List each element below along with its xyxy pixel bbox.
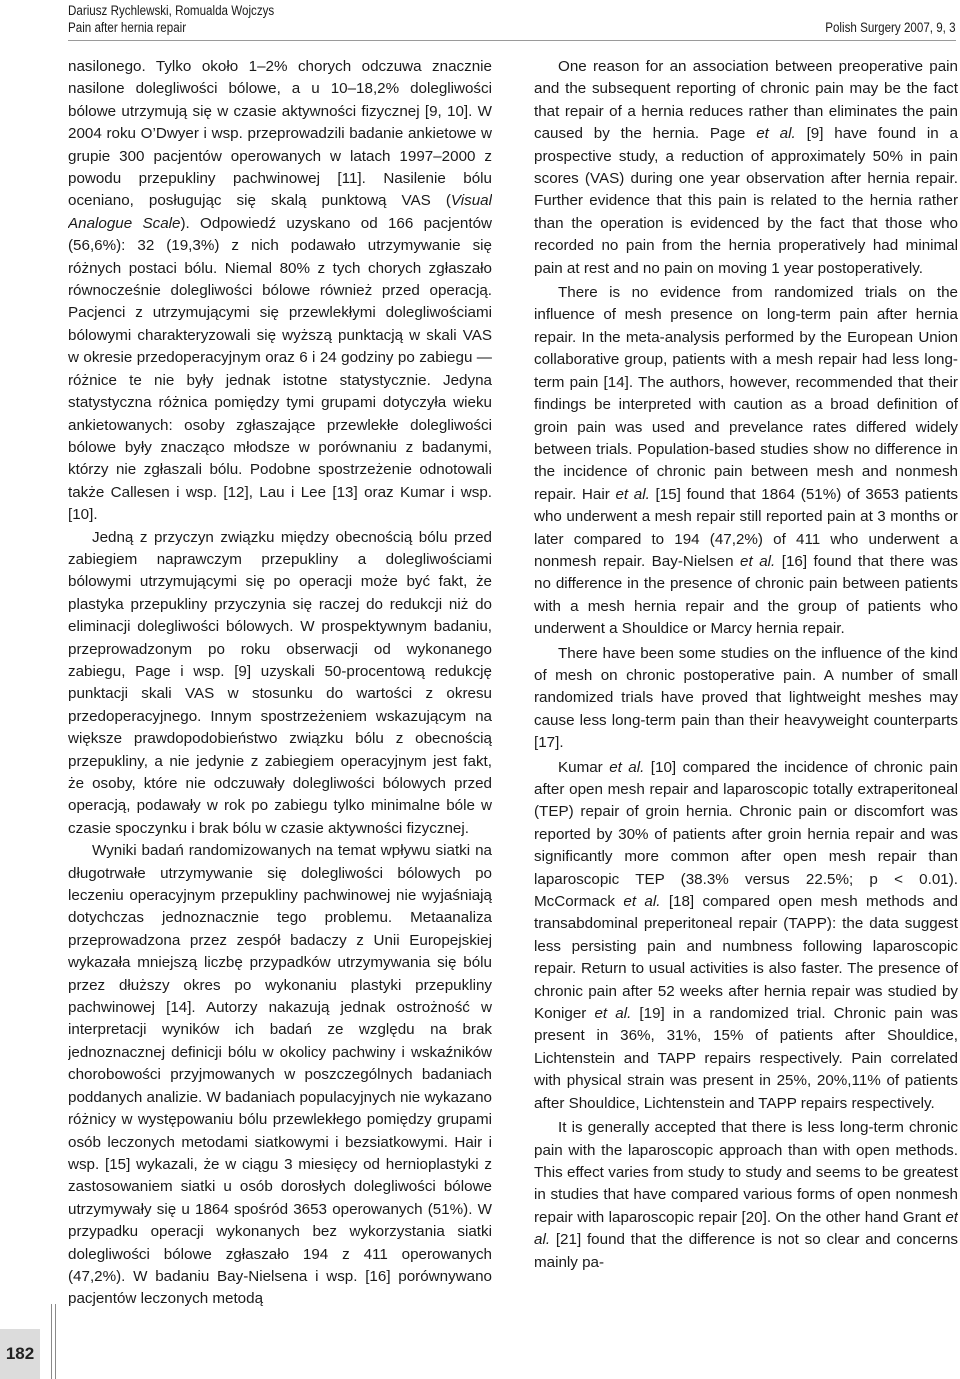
text-run: [9] have found in a prospective study, a reduction of approximately 50% in pain scores (VAS) during one year observation after hernia repair. Further evidence that this pain is related to the hernia rather than the operation is evidenced by the fact that those who recorded no pain from the hernia properatively had minimal pain at rest and no pain on moving 1 year postoperatively.: [534, 125, 958, 277]
right-column-english: [534, 56, 958, 1379]
italic-run: et al.: [609, 758, 645, 776]
text-run: nasilonego. Tylko około 1–2% chorych odczuwa znacznie nasilone dolegliwości bólowe, a u 10–18,2% dolegliwości bólowe utrzymują się w czasie aktywności fizycznej [9, 10]. W 2004 roku O’Dwyer i wsp. przeprowadzili badanie ankietowe w grupie 300 pacjentów operowanych w latach 1997–2000 z powodu przepukliny pachwinowej [11]. Nasilenie bólu oceniano, posługując się skalą punktową VAS (: [68, 58, 492, 210]
left-paragraph-2: Jedną z przyczyn związku między obecnością bólu przed zabiegiem naprawczym przepukliny a dolegliwościami bólowymi utrzymującymi się po operacji może być fakt, że plastyka przepukliny przyczynia się raczej do redukcji niż do eliminacji dolegliwości bólowych. W prospektywnym badaniu, przeprowadzonym po roku obserwacji od wykonanego zabiegu, Page i wsp. [9] uzyskali 50-procentową redukcję punktacji skali VAS w stosunku do wartości z okresu przedoperacyjnego. Innym spostrzeżeniem wskazującym na większe prawdopodobieństwo związku bólu z obecnością przepukliny, a nie jedynie z zabiegiem operacyjnym jest fakt, że osoby, które nie odczuwały dolegliwości bólowych przed operacją, podawały w rok po zabiegu tylko minimalne bóle w czasie spoczynku i brak bólu w czasie aktywności fizycznej.: [68, 528, 492, 837]
margin-rule: [51, 1304, 52, 1379]
margin-rule: [55, 1304, 56, 1379]
text-run: ). Odpowiedź uzyskano od 166 pacjentów (56,6%): 32 (19,3%) z nich podawało utrzymywanie się różnych postaci bólu. Niemal 80% z tych chorych zgłaszało równocześnie dolegliwości bólowe również przed operacją. Pacjenci z utrzymującymi się przewlekłymi dolegliwościami bólowymi charakteryzowali się wyższą punktacją w skali VAS w okresie przedoperacyjnym oraz 6 i 24 godziny po zabiegu — różnice te nie były jednak istotne statystycznie. Jedyna statystyczna różnica pomiędzy tymi grupami dotyczyła wieku ankietowanych: osoby zgłaszające przewlekłe dolegliwości bólowe były znacząco młodsze w porównaniu z badanymi, którzy nie zgłaszali bólu. Podobne spostrzeżenie odnotowali także Callesen i wsp. [12], Lau i Lee [13] oraz Kumar i wsp. [10].: [68, 214, 492, 524]
text-run: There is no evidence from randomized trials on the influence of mesh presence on long-term pain after hernia repair. In the meta-analysis performed by the European Union collaborative group, patients with a mesh repair had less long-term pain [14]. The authors, however, recommended that their findings be interpreted with caution as a broad definition of groin pain was used and prevelance rates differed widely between trials. Population-based studies show no difference in the incidence of chronic pain between mesh and nonmesh repair. Hair: [534, 284, 958, 503]
header-journal: Polish Surgery 2007, 9, 3: [825, 20, 956, 35]
text-run: [16] found that there was no difference in the presence of chronic pain between patients with a mesh hernia repair and the group of patients who underwent a Shouldice or Marcy hernia repair.: [534, 552, 958, 638]
page-number: 182: [0, 1329, 40, 1379]
italic-run: et al.: [623, 893, 661, 911]
left-column-polish: [68, 56, 492, 1379]
running-header-left: [68, 2, 274, 36]
italic-run: Visual Analogue Scale: [68, 192, 492, 232]
italic-run: et al.: [594, 1005, 632, 1023]
right-paragraph-1: [534, 56, 958, 280]
text-run: One reason for an association between preoperative pain and the subsequent reporting of chronic pain may be the fact that repair of a hernia reduces rather than eliminates the pain caused by the hernia. Page: [534, 58, 958, 143]
italic-run: et al.: [534, 1208, 958, 1249]
right-paragraph-3: There have been some studies on the influence of the kind of mesh on chronic postoperative pain. A number of small randomized trials have proved that lightweight meshes may cause less long-term pain than their heavyweight counterparts [17].: [534, 644, 958, 752]
header-divider: [68, 40, 956, 41]
text-run: [10] compared the incidence of chronic pain after open mesh repair and laparoscopic totally extraperitoneal (TEP) repair of groin hernia. Chronic pain or discomfort was reported by 30% of patients after groin hernia repair and was significantly more common after open mesh repair than laparoscopic TEP (38.3% versus 22.5%; p < 0.01). McCormack: [534, 758, 958, 911]
left-paragraph-1: [68, 56, 492, 527]
italic-run: et al.: [756, 125, 796, 143]
italic-run: et al.: [615, 485, 650, 503]
right-paragraph-4: [534, 757, 958, 1116]
text-run: Kumar: [558, 758, 610, 776]
text-run: [21] found that the difference is not so clear and concerns mainly pa-: [534, 1231, 958, 1271]
italic-run: et al.: [740, 552, 776, 570]
text-run: [19] in a randomized trial. Chronic pain was present in 36%, 31%, 15% of patients after Shouldice, Lichtenstein and TAPP repairs respectively. Pain correlated with physical strain was present in 25%, 20%,11% of patients after Shouldice, Lichtenstein and TAPP repairs respectively.: [534, 1005, 958, 1112]
left-paragraph-3: Wyniki badań randomizowanych na temat wpływu siatki na długotrwałe utrzymywanie się dolegliwości bólowych po leczeniu operacyjnym przepukliny pachwinowej nie wyjaśniają dotychczas jednoznacznie tego problemu. Metaanaliza przeprowadzona przez zespół badaczy z Unii Europejskiej wykazała mniejszą liczbę przypadków utrzymywania się bólu przez dłuższy okres po wykonaniu plastyki przepukliny pachwinowej [14]. Autorzy nakazują jednak ostrożność w interpretacji wyników ich badań ze względu na brak jednoznacznej definicji bólu w okolicy pachwiny i wskaźników chorobowości przyjmowanych w poszczególnych badaniach poddanych analizie. W badaniach populacyjnych nie wykazano różnicy w występowaniu bólu przewlekłego pomiędzy grupami osób leczonych metodami siatkowymi i bezsiatkowymi. Hair i wsp. [15] wykazali, że w ciągu 3 miesięcy od hernioplastyki z zastosowaniem siatki u osób dorosłych dolegliwości bólowe utrzymywały się u 1864 spośród 3653 operowanych (51%). W przypadku operacji wykonanych bez wykorzystania siatki dolegliwości bólowe zgłaszało 194 z 411 operowanych (47,2%). W badaniu Bay-Nielsena i wsp. [16] porównywano pacjentów leczonych metodą: [68, 842, 492, 1308]
right-paragraph-5: [534, 1117, 958, 1274]
text-run: [18] compared open mesh methods and transabdominal preperitoneal repair (TAPP): the data suggest less persisting pain and numbness following laparoscopic repair. Return to usual activities is also faster. The presence of chronic pain after 52 weeks after hernia repair was studied by Koniger: [534, 893, 958, 1023]
header-title: Pain after hernia repair: [68, 20, 187, 35]
right-paragraph-2: [534, 282, 958, 641]
text-run: It is generally accepted that there is less long-term chronic pain with the laparoscopic approach than with open methods. This effect varies from study to study and seems to be greatest in studies that have compared various forms of open nonmesh repair with laparoscopic repair [20]. On the other hand Grant: [534, 1119, 958, 1226]
text-run: [15] found that 1864 (51%) of 3653 patients who underwent a mesh repair still reported pain at 3 months or later compared to 194 (47,2%) of 411 who underwent a nonmesh repair. Bay-Nielsen: [534, 485, 958, 570]
header-authors: Dariusz Rychlewski, Romualda Wojczys: [68, 3, 275, 18]
